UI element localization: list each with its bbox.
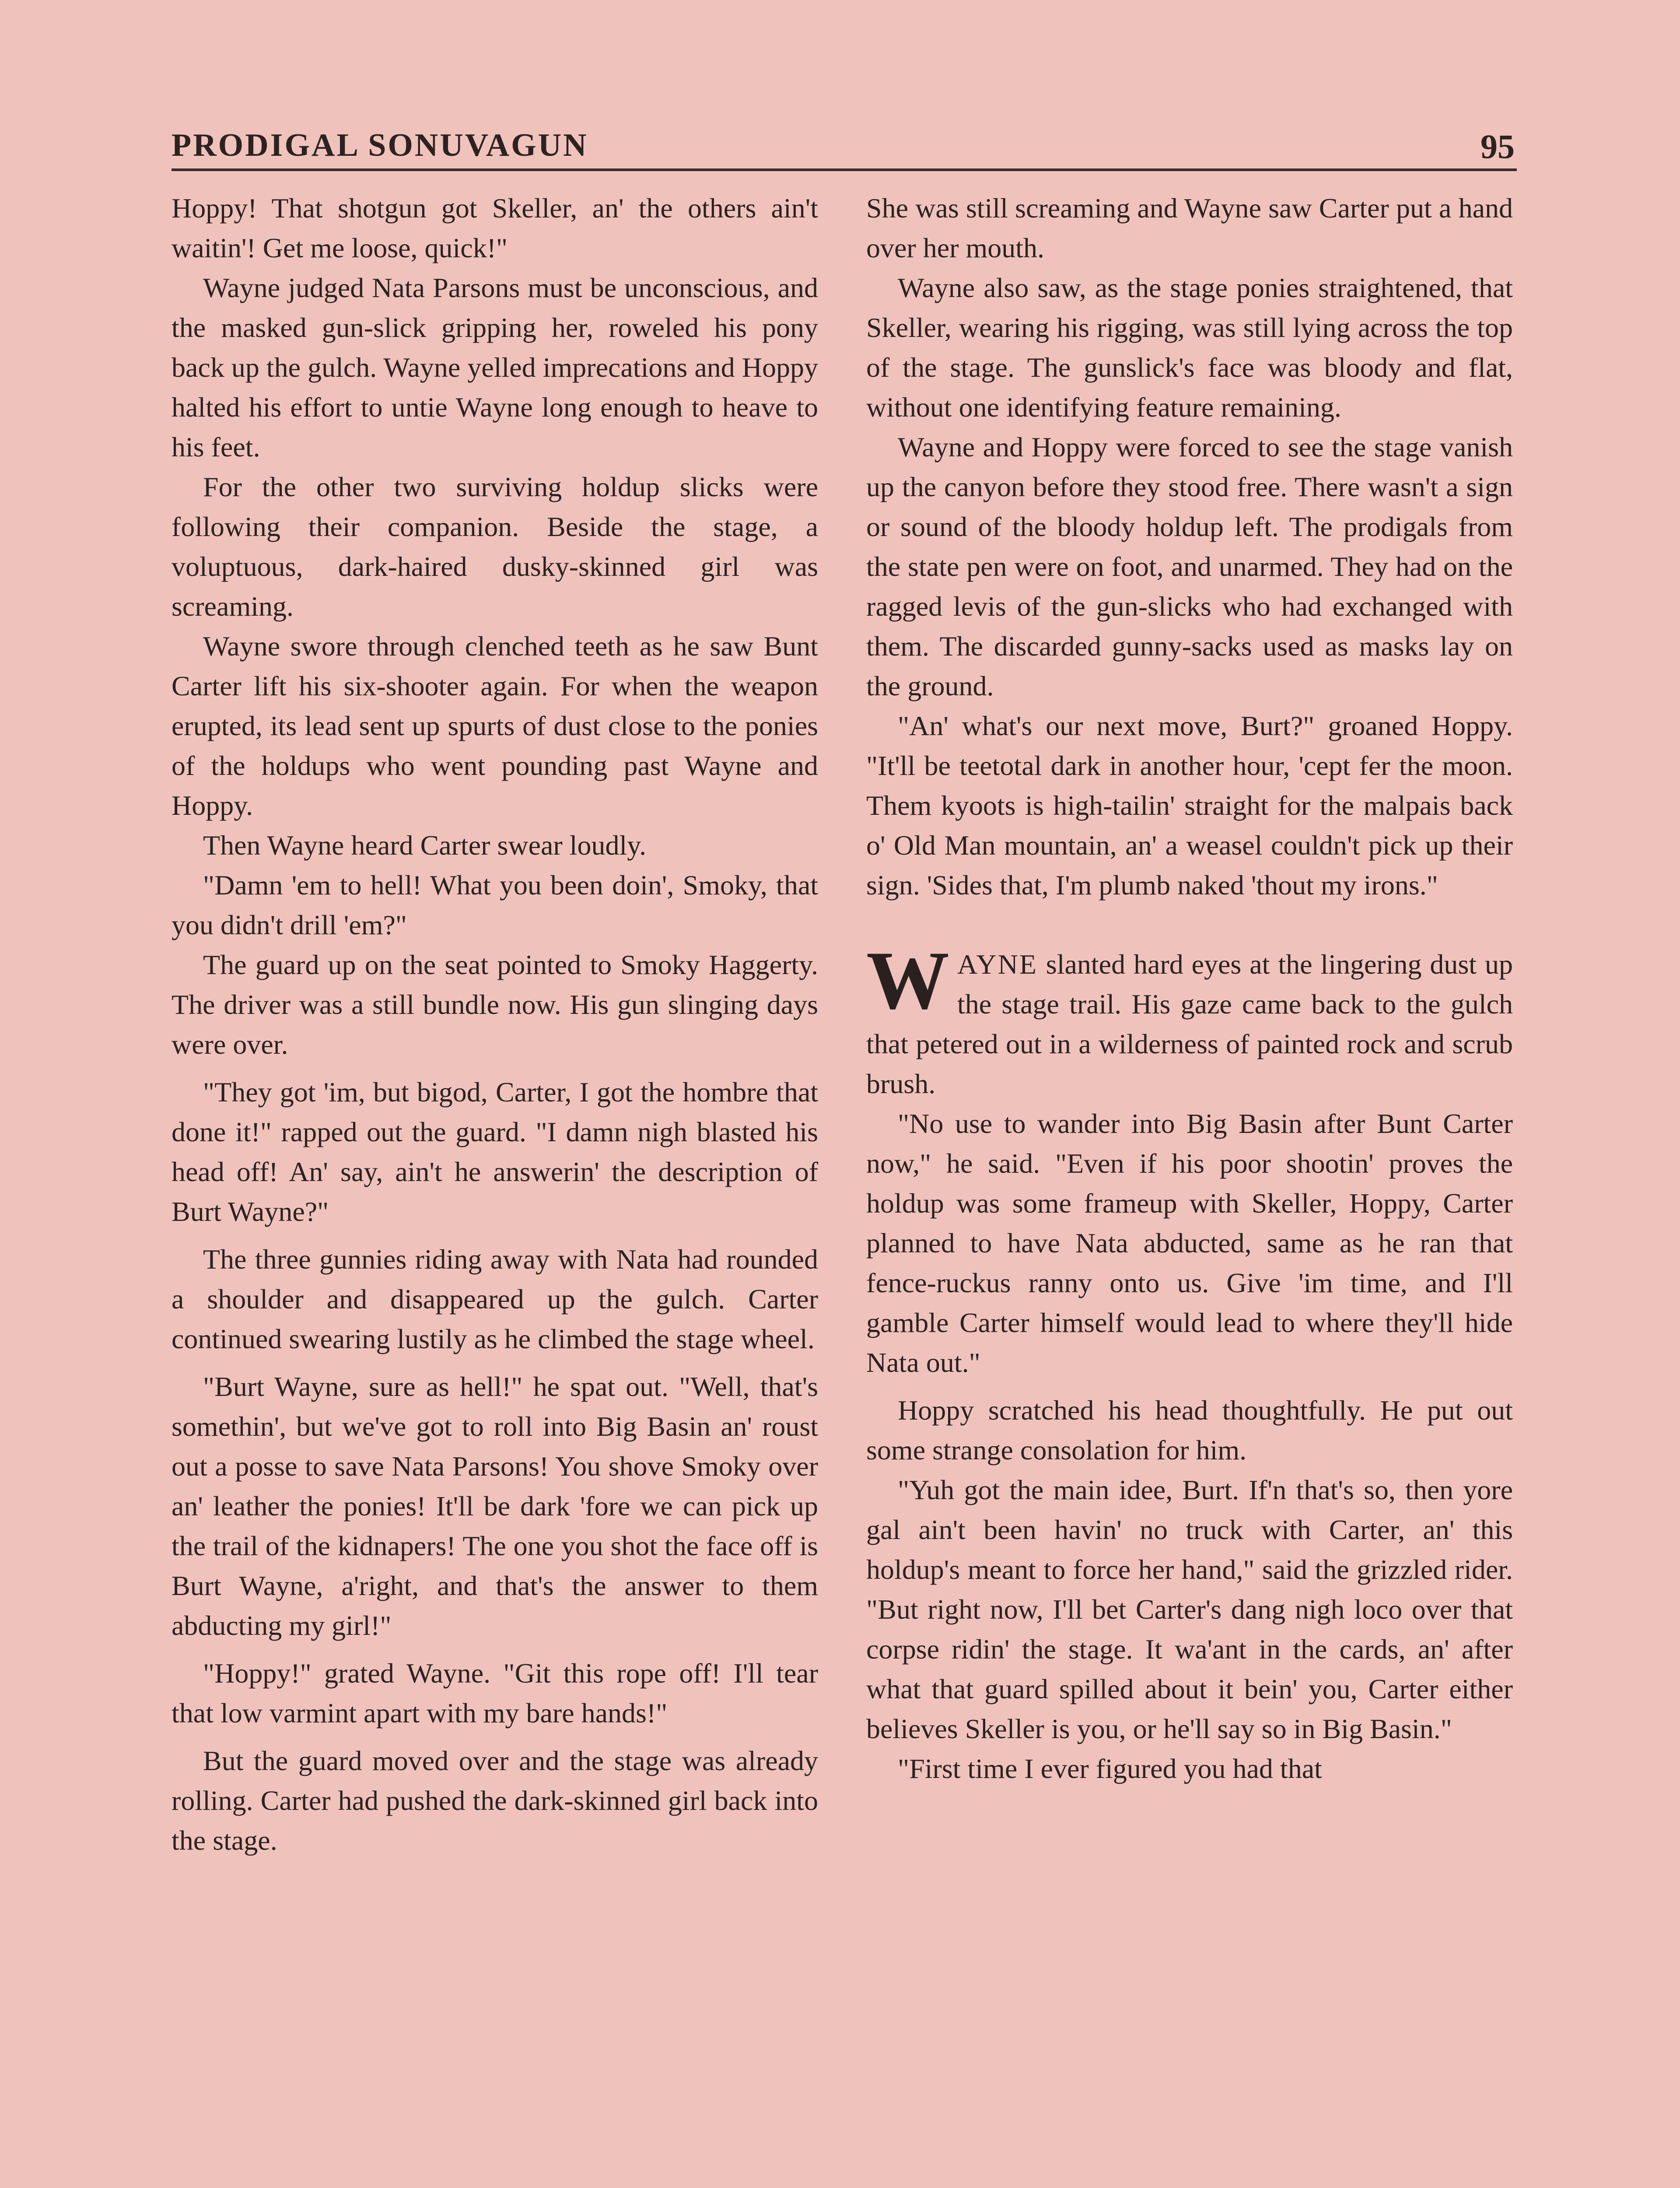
paragraph: Wayne and Hoppy were forced to see the stage vanish up the canyon before they stood free. There wasn't a sign or sound of the bloody holdup left. The prodigals from the state pen were on foot, and unarmed. They had on the ragged levis of the gun-slicks who had exchanged with them. The discarded gunny-sacks used as masks lay on the ground. bbox=[866, 431, 1513, 701]
paragraph: "Hoppy!" grated Wayne. "Git this rope off! I'll tear that low varmint apart with my bare hands!" bbox=[172, 1658, 818, 1729]
paragraph: "No use to wander into Big Basin after Bunt Carter now," he said. "Even if his poor shootin' proves the holdup was some frameup with Skeller, Hoppy, Carter planned to have Nata abducted, same as he ran that fence-ruckus ranny onto us. Give 'im time, and I'll gamble Carter himself would lead to where they'll hide Nata out." bbox=[866, 1108, 1513, 1378]
section-opening-paragraph bbox=[866, 935, 1513, 1104]
paragraph: For the other two surviving holdup slicks were following their companion. Beside the stage, a voluptuous, dark-haired dusky-skinned girl was screaming. bbox=[172, 471, 818, 622]
page-number: 95 bbox=[1480, 127, 1515, 165]
paragraph: "Yuh got the main idee, Burt. If'n that's so, then yore gal ain't been havin' no truck with Carter, an' this holdup's meant to force her hand," said the grizzled rider. "But right now, I'll bet Carter's dang nigh loco over that corpse ridin' the stage. It wa'ant in the cards, an' after what that guard spilled about it bein' you, Carter either believes Skeller is you, or he'll say so in Big Basin." bbox=[866, 1474, 1513, 1744]
running-title: PRODIGAL SONUVAGUN bbox=[172, 127, 588, 163]
paragraph: "They got 'im, but bigod, Carter, I got the hombre that done it!" rapped out the guard. "I damn nigh blasted his head off! An' say, ain't he answerin' the description of Burt Wayne?" bbox=[172, 1076, 818, 1227]
paragraph: The guard up on the seat pointed to Smoky Haggerty. The driver was a still bundle now. His gun slinging days were over. bbox=[172, 949, 818, 1060]
paragraph: She was still screaming and Wayne saw Carter put a hand over her mouth. bbox=[866, 193, 1513, 263]
paragraph: Hoppy scratched his head thoughtfully. He put out some strange consolation for him. bbox=[866, 1395, 1513, 1466]
paragraph: "First time I ever figured you had that bbox=[898, 1753, 1322, 1784]
paragraph: Wayne also saw, as the stage ponies straightened, that Skeller, wearing his rigging, was still lying across the top of the stage. The gunslick's face was bloody and flat, without one identifying feature remaining. bbox=[866, 272, 1513, 423]
section-break bbox=[866, 905, 1513, 944]
drop-cap: W bbox=[866, 935, 949, 1027]
paragraph: "Damn 'em to hell! What you been doin', Smoky, that you didn't drill 'em?" bbox=[172, 870, 818, 940]
paragraph: Wayne swore through clenched teeth as he saw Bunt Carter lift his six-shooter again. For when the weapon erupted, its lead sent up spurts of dust close to the ponies of the holdups who went pounding past Wayne and Hoppy. bbox=[172, 631, 818, 821]
left-text-column bbox=[172, 188, 818, 1860]
paragraph: Then Wayne heard Carter swear loudly. bbox=[203, 830, 647, 861]
running-header bbox=[172, 127, 1515, 171]
right-text-column bbox=[866, 188, 1513, 1788]
paragraph: Hoppy! That shotgun got Skeller, an' the others ain't waitin'! Get me loose, quick!" bbox=[172, 193, 818, 263]
paragraph: The three gunnies riding away with Nata had rounded a shoulder and disappeared up the gulch. Carter continued swearing lustily as he climbed the stage wheel. bbox=[172, 1244, 818, 1354]
header-rule bbox=[172, 168, 1517, 171]
paragraph: Wayne judged Nata Parsons must be unconscious, and the masked gun-slick gripping her, roweled his pony back up the gulch. Wayne yelled imprecations and Hoppy halted his effort to untie Wayne long enough to heave to his feet. bbox=[172, 272, 818, 463]
paragraph: "An' what's our next move, Burt?" groaned Hoppy. "It'll be teetotal dark in another hour, 'cept fer the moon. Them kyoots is high-tailin' straight for the malpais back o' Old Man mountain, an' a weasel couldn't pick up their sign. 'Sides that, I'm plumb naked 'thout my irons." bbox=[866, 710, 1513, 901]
paragraph: "Burt Wayne, sure as hell!" he spat out. "Well, that's somethin', but we've got to roll into Big Basin an' roust out a posse to save Nata Parsons! You shove Smoky over an' leather the ponies! It'll be dark 'fore we can pick up the trail of the kidnapers! The one you shot the face off is Burt Wayne, a'right, and that's the answer to them abducting my girl!" bbox=[172, 1371, 818, 1641]
opening-caps: AYNE bbox=[957, 949, 1038, 980]
paragraph: But the guard moved over and the stage was already rolling. Carter had pushed the dark-skinned girl back into the stage. bbox=[172, 1745, 818, 1856]
opening-text: slanted hard eyes at the lingering dust up the stage trail. His gaze came back to the gulch that petered out in a wilderness of painted rock and scrub brush. bbox=[866, 949, 1513, 1099]
